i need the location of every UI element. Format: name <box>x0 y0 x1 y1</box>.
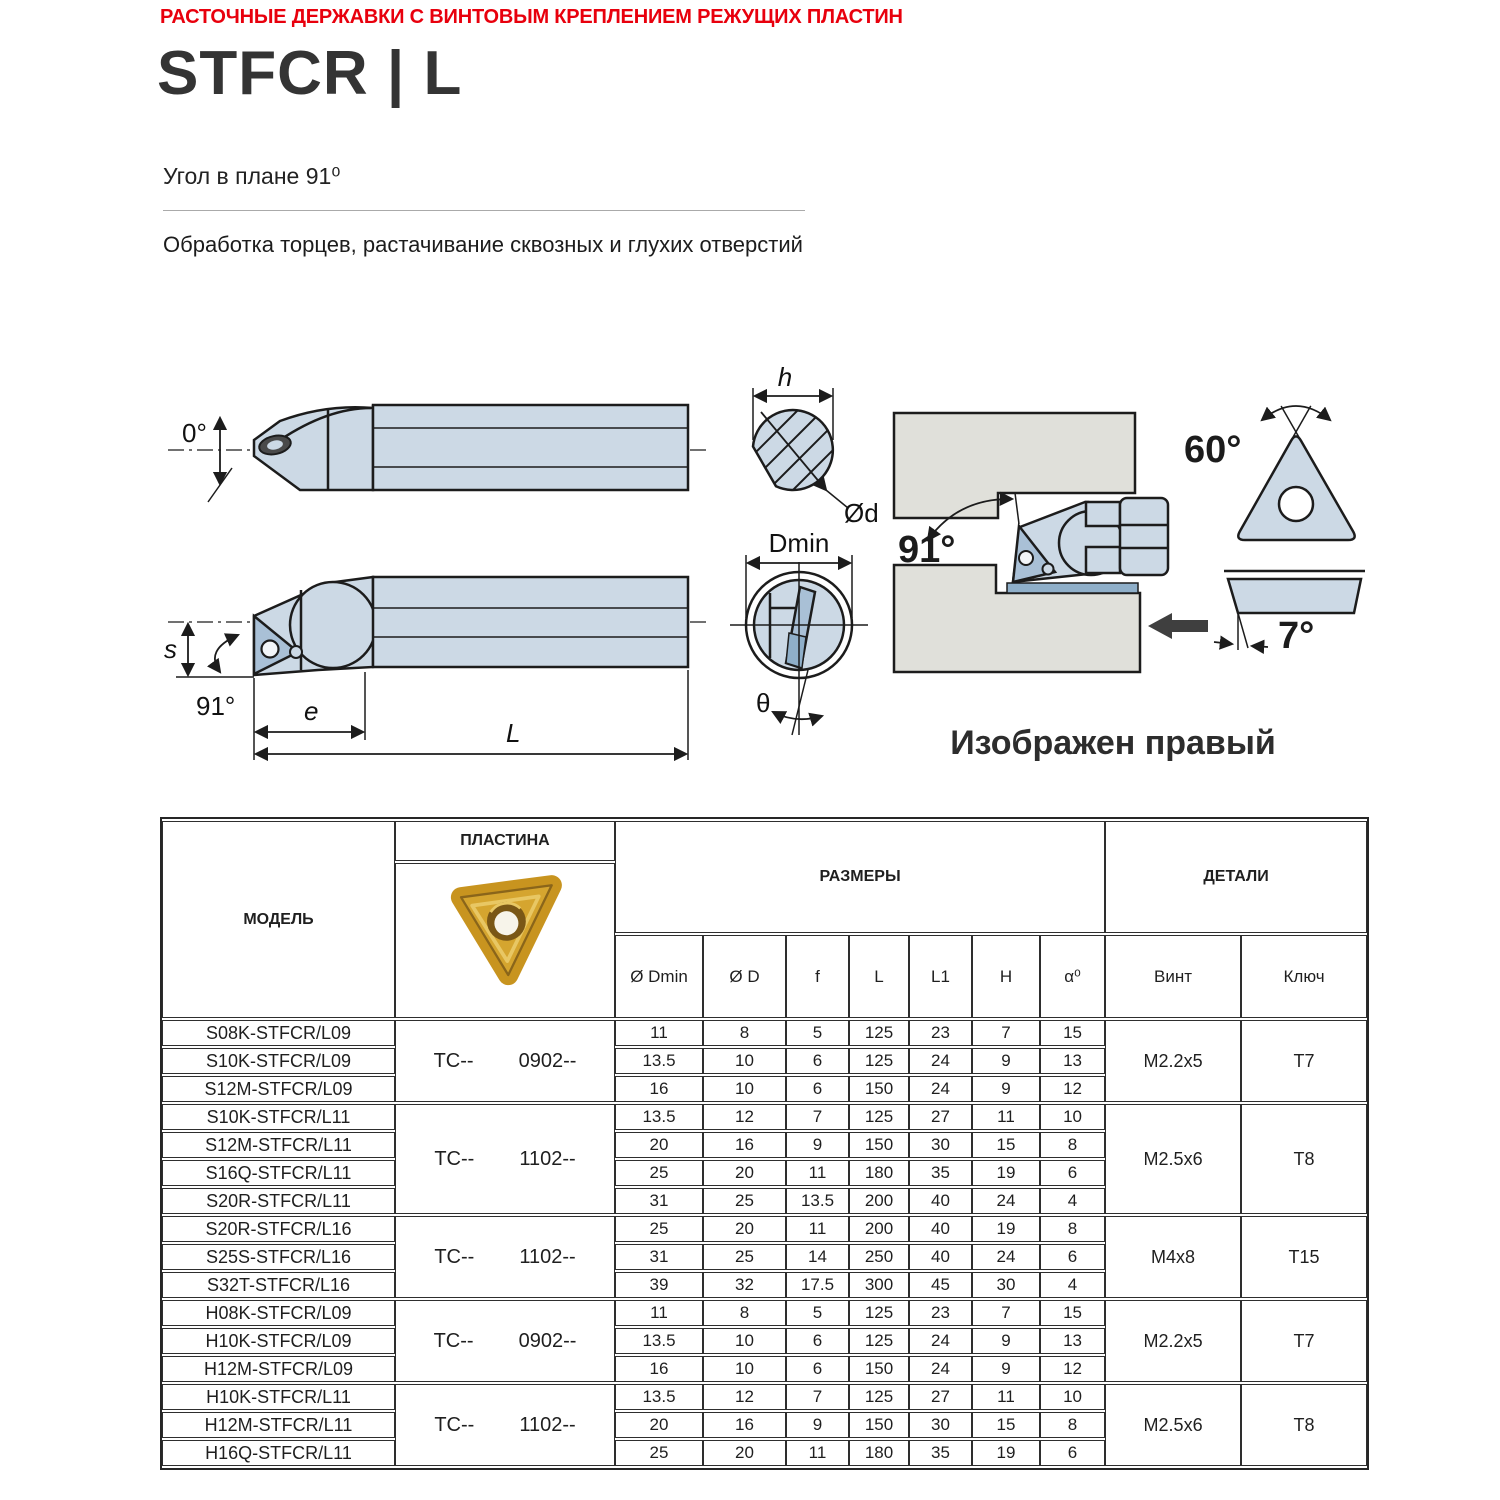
value-cell: 11 <box>786 1160 849 1186</box>
value-cell: 15 <box>972 1132 1040 1158</box>
screw-cell: M2.2x5 <box>1105 1300 1241 1382</box>
insert-photo-cell <box>395 863 615 1018</box>
value-cell: 13.5 <box>615 1104 703 1130</box>
value-cell: 6 <box>786 1328 849 1354</box>
value-cell: 6 <box>786 1356 849 1382</box>
value-cell: 25 <box>615 1440 703 1466</box>
value-cell: 24 <box>972 1188 1040 1214</box>
value-cell: 9 <box>972 1048 1040 1074</box>
value-cell: 11 <box>786 1216 849 1242</box>
value-cell: 35 <box>909 1440 972 1466</box>
value-cell: 32 <box>703 1272 786 1298</box>
shank-section-h <box>718 362 879 528</box>
value-cell: 10 <box>703 1048 786 1074</box>
value-cell: 9 <box>972 1076 1040 1102</box>
value-cell: 11 <box>786 1440 849 1466</box>
value-cell: 24 <box>909 1048 972 1074</box>
value-cell: 10 <box>1040 1104 1105 1130</box>
screw-cell: M2.5x6 <box>1105 1104 1241 1214</box>
model-cell: S08K-STFCR/L09 <box>162 1020 395 1046</box>
model-cell: H12M-STFCR/L11 <box>162 1412 395 1438</box>
value-cell: 7 <box>972 1300 1040 1326</box>
value-cell: 19 <box>972 1440 1040 1466</box>
value-cell: 11 <box>972 1104 1040 1130</box>
value-cell: 13.5 <box>615 1384 703 1410</box>
value-cell: 150 <box>849 1076 909 1102</box>
value-cell: 10 <box>703 1356 786 1382</box>
value-cell: 8 <box>1040 1132 1105 1158</box>
value-cell: 20 <box>615 1412 703 1438</box>
value-cell: 125 <box>849 1048 909 1074</box>
value-cell: 39 <box>615 1272 703 1298</box>
screw-cell: M4x8 <box>1105 1216 1241 1298</box>
value-cell: 25 <box>615 1216 703 1242</box>
value-cell: 24 <box>909 1356 972 1382</box>
value-cell: 125 <box>849 1300 909 1326</box>
value-cell: 20 <box>703 1216 786 1242</box>
model-cell: H10K-STFCR/L11 <box>162 1384 395 1410</box>
table-row <box>162 1384 1367 1410</box>
angle-7-label: 7° <box>1278 615 1315 657</box>
value-cell: 16 <box>615 1076 703 1102</box>
value-cell: 250 <box>849 1244 909 1270</box>
value-cell: 31 <box>615 1244 703 1270</box>
value-cell: 24 <box>972 1244 1040 1270</box>
col-header-f: f <box>786 935 849 1018</box>
value-cell: 14 <box>786 1244 849 1270</box>
value-cell: 15 <box>1040 1300 1105 1326</box>
application-description: Обработка торцев, растачивание сквозных и глухих отверстий <box>163 232 803 257</box>
model-cell: S10K-STFCR/L11 <box>162 1104 395 1130</box>
angle-0-label: 0° <box>182 418 207 448</box>
category-heading: РАСТОЧНЫЕ ДЕРЖАВКИ С ВИНТОВЫМ КРЕПЛЕНИЕМ РЕЖУЩИХ ПЛАСТИН <box>160 6 903 28</box>
value-cell: 10 <box>703 1328 786 1354</box>
value-cell: 125 <box>849 1384 909 1410</box>
insert-code-cell <box>395 1384 615 1466</box>
value-cell: 31 <box>615 1188 703 1214</box>
value-cell: 8 <box>703 1300 786 1326</box>
model-cell: S10K-STFCR/L09 <box>162 1048 395 1074</box>
value-cell: 5 <box>786 1300 849 1326</box>
divider <box>163 210 805 211</box>
value-cell: 19 <box>972 1160 1040 1186</box>
insert-geometry-drawing <box>1184 406 1365 657</box>
value-cell: 8 <box>1040 1216 1105 1242</box>
value-cell: 150 <box>849 1132 909 1158</box>
insert-prefix: TC-- <box>433 1329 474 1352</box>
value-cell: 40 <box>909 1216 972 1242</box>
value-cell: 7 <box>972 1020 1040 1046</box>
value-cell: 9 <box>972 1328 1040 1354</box>
col-header-alpha: α⁰ <box>1040 935 1105 1018</box>
side-view-drawing <box>168 405 706 502</box>
value-cell: 8 <box>703 1020 786 1046</box>
value-cell: 180 <box>849 1440 909 1466</box>
insert-prefix: TC-- <box>434 1245 475 1268</box>
table-row <box>162 1104 1367 1130</box>
value-cell: 15 <box>1040 1020 1105 1046</box>
value-cell: 300 <box>849 1272 909 1298</box>
value-cell: 8 <box>1040 1412 1105 1438</box>
value-cell: 11 <box>972 1384 1040 1410</box>
theta-label: θ <box>756 688 771 718</box>
value-cell: 180 <box>849 1160 909 1186</box>
value-cell: 6 <box>1040 1440 1105 1466</box>
value-cell: 9 <box>786 1132 849 1158</box>
model-cell: H10K-STFCR/L09 <box>162 1328 395 1354</box>
table-row <box>162 1020 1367 1046</box>
front-view-drawing <box>164 577 706 760</box>
value-cell: 40 <box>909 1188 972 1214</box>
value-cell: 11 <box>615 1300 703 1326</box>
col-header-l1: L1 <box>909 935 972 1018</box>
angle-60-label: 60° <box>1184 429 1242 471</box>
value-cell: 24 <box>909 1328 972 1354</box>
insert-code-cell <box>395 1216 615 1298</box>
col-header-d: Ø D <box>703 935 786 1018</box>
col-header-insert: ПЛАСТИНА <box>395 821 615 861</box>
shank-diameter-label: Ød <box>844 498 879 528</box>
model-cell: S12M-STFCR/L09 <box>162 1076 395 1102</box>
value-cell: 11 <box>615 1020 703 1046</box>
table-row <box>162 1300 1367 1326</box>
value-cell: 16 <box>703 1412 786 1438</box>
value-cell: 12 <box>1040 1356 1105 1382</box>
angle-91-label: 91° <box>196 691 236 721</box>
value-cell: 23 <box>909 1300 972 1326</box>
value-cell: 5 <box>786 1020 849 1046</box>
value-cell: 10 <box>1040 1384 1105 1410</box>
value-cell: 13.5 <box>615 1328 703 1354</box>
value-cell: 40 <box>909 1244 972 1270</box>
col-header-screw: Винт <box>1105 935 1241 1018</box>
screw-cell: M2.2x5 <box>1105 1020 1241 1102</box>
page-title: STFCR | L <box>157 39 463 108</box>
value-cell: 150 <box>849 1412 909 1438</box>
value-cell: 23 <box>909 1020 972 1046</box>
value-cell: 10 <box>703 1076 786 1102</box>
model-cell: H16Q-STFCR/L11 <box>162 1440 395 1466</box>
key-cell: T15 <box>1241 1216 1367 1298</box>
model-cell: S20R-STFCR/L16 <box>162 1216 395 1242</box>
value-cell: 9 <box>972 1356 1040 1382</box>
model-cell: S12M-STFCR/L11 <box>162 1132 395 1158</box>
model-cell: H08K-STFCR/L09 <box>162 1300 395 1326</box>
insert-photo <box>405 864 605 1012</box>
value-cell: 20 <box>703 1440 786 1466</box>
plan-angle-subtitle: Угол в плане 91⁰ <box>163 163 341 189</box>
insert-size: 1102-- <box>519 1413 576 1436</box>
value-cell: 45 <box>909 1272 972 1298</box>
value-cell: 200 <box>849 1188 909 1214</box>
key-cell: T7 <box>1241 1300 1367 1382</box>
key-cell: T8 <box>1241 1104 1367 1214</box>
value-cell: 12 <box>703 1104 786 1130</box>
value-cell: 13.5 <box>786 1188 849 1214</box>
model-cell: S25S-STFCR/L16 <box>162 1244 395 1270</box>
dmin-label: Dmin <box>768 528 830 558</box>
value-cell: 9 <box>786 1412 849 1438</box>
value-cell: 16 <box>615 1356 703 1382</box>
value-cell: 25 <box>615 1160 703 1186</box>
insert-size: 0902-- <box>518 1329 577 1352</box>
col-header-model: МОДЕЛЬ <box>162 821 395 1018</box>
insert-size: 1102-- <box>519 1245 576 1268</box>
col-header-dimensions: РАЗМЕРЫ <box>615 821 1105 933</box>
technical-drawing <box>158 350 1398 790</box>
col-header-l: L <box>849 935 909 1018</box>
col-header-details: ДЕТАЛИ <box>1105 821 1367 933</box>
value-cell: 24 <box>909 1076 972 1102</box>
value-cell: 125 <box>849 1020 909 1046</box>
insert-code-cell <box>395 1020 615 1102</box>
key-cell: T8 <box>1241 1384 1367 1466</box>
value-cell: 6 <box>1040 1160 1105 1186</box>
value-cell: 20 <box>703 1160 786 1186</box>
l-dim-label: L <box>506 718 521 748</box>
insert-prefix: TC-- <box>433 1049 474 1072</box>
value-cell: 200 <box>849 1216 909 1242</box>
s-dim-label: s <box>164 634 177 664</box>
value-cell: 35 <box>909 1160 972 1186</box>
shank-section-dmin <box>730 528 868 735</box>
value-cell: 20 <box>615 1132 703 1158</box>
value-cell: 30 <box>909 1132 972 1158</box>
value-cell: 27 <box>909 1384 972 1410</box>
value-cell: 4 <box>1040 1188 1105 1214</box>
col-header-h: H <box>972 935 1040 1018</box>
specification-table <box>160 817 1369 1470</box>
table-row <box>162 1216 1367 1242</box>
value-cell: 12 <box>703 1384 786 1410</box>
angle-91-main-label: 91° <box>898 529 956 571</box>
value-cell: 17.5 <box>786 1272 849 1298</box>
value-cell: 125 <box>849 1104 909 1130</box>
value-cell: 7 <box>786 1384 849 1410</box>
model-cell: S20R-STFCR/L11 <box>162 1188 395 1214</box>
insert-code-cell <box>395 1104 615 1214</box>
insert-size: 0902-- <box>518 1049 577 1072</box>
value-cell: 16 <box>703 1132 786 1158</box>
insert-prefix: TC-- <box>434 1413 475 1436</box>
insert-size: 1102-- <box>519 1147 576 1170</box>
value-cell: 25 <box>703 1188 786 1214</box>
value-cell: 6 <box>786 1048 849 1074</box>
value-cell: 125 <box>849 1328 909 1354</box>
feed-direction-arrow <box>1148 613 1208 639</box>
model-cell: S16Q-STFCR/L11 <box>162 1160 395 1186</box>
value-cell: 7 <box>786 1104 849 1130</box>
value-cell: 6 <box>1040 1244 1105 1270</box>
insert-code-cell <box>395 1300 615 1382</box>
screw-cell: M2.5x6 <box>1105 1384 1241 1466</box>
model-cell: H12M-STFCR/L09 <box>162 1356 395 1382</box>
value-cell: 19 <box>972 1216 1040 1242</box>
insert-prefix: TC-- <box>434 1147 475 1170</box>
h-dim-label: h <box>777 362 793 392</box>
value-cell: 150 <box>849 1356 909 1382</box>
e-dim-label: e <box>304 696 319 726</box>
value-cell: 15 <box>972 1412 1040 1438</box>
value-cell: 27 <box>909 1104 972 1130</box>
value-cell: 30 <box>972 1272 1040 1298</box>
value-cell: 30 <box>909 1412 972 1438</box>
value-cell: 4 <box>1040 1272 1105 1298</box>
value-cell: 25 <box>703 1244 786 1270</box>
key-cell: T7 <box>1241 1020 1367 1102</box>
col-header-dmin: Ø Dmin <box>615 935 703 1018</box>
right-hand-caption: Изображен правый <box>950 724 1276 762</box>
col-header-key: Ключ <box>1241 935 1367 1018</box>
value-cell: 13 <box>1040 1328 1105 1354</box>
value-cell: 12 <box>1040 1076 1105 1102</box>
model-cell: S32T-STFCR/L16 <box>162 1272 395 1298</box>
value-cell: 13.5 <box>615 1048 703 1074</box>
value-cell: 6 <box>786 1076 849 1102</box>
value-cell: 13 <box>1040 1048 1105 1074</box>
